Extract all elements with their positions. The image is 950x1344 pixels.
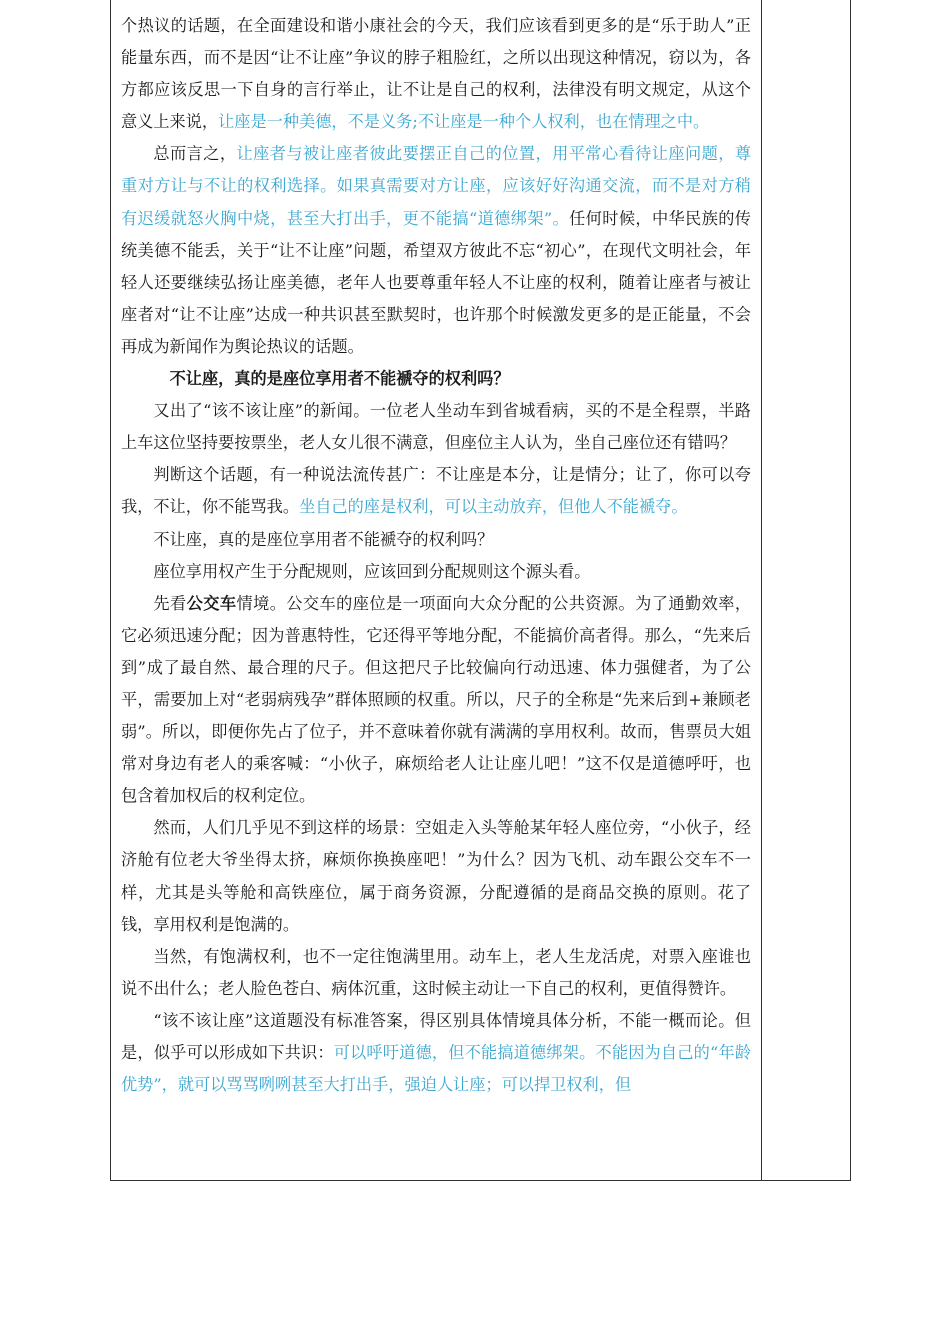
paragraph [121,588,751,813]
text-run: 不让座，真的是座位享用者不能褫夺的权利吗？ [169,369,510,389]
paragraph [121,556,751,588]
text-run: 当然，有饱满权利，也不一定往饱满里用。动车上，老人生龙活虎，对票入座谁也说不出什么；老人脸色苍白、病体沉重，这时候主动让一下自己的权利，更值得赞许。 [121,946,751,998]
text-run: 判断这个话题，有一种说法流传甚广：不让座是本分，让是情分；让了，你可以夸我，不让，你不能骂我。 [121,465,751,517]
text-run: 任何时候，中华民族的传统美德不能丢，关于“让不让座”问题，希望双方彼此不忘“初心”，在现代文明社会，年轻人还要继续弘扬让座美德，老年人也要尊重年轻人不让座的权利，随着让座者与被让座者对“让不让座”达成一种共识甚至默契时，也许那个时候激发更多的是正能量，不会再成为新闻作为舆论热议的话题。 [121,208,751,356]
text-run: 先看 [153,593,187,613]
text-run: 然而，人们几乎见不到这样的场景：空姐走入头等舱某年轻人座位旁，“小伙子，经济舱有位老大爷坐得太挤，麻烦你换换座吧！”为什么？因为飞机、动车跟公交车不一样，尤其是头等舱和高铁座位，属于商务资源，分配遵循的是商品交换的原则。花了钱，享用权利是饱满的。 [121,818,751,934]
bold-text: 公交车 [186,593,237,613]
document-table [110,0,851,1181]
paragraph [121,524,751,556]
paragraph [121,459,751,523]
paragraph [121,395,751,459]
text-run: 不让座，真的是座位享用者不能褫夺的权利吗？ [153,529,494,549]
paragraph [121,941,751,1005]
section-heading [121,363,751,395]
text-run: 情境。公交车的座位是一项面向大众分配的公共资源。为了通勤效率，它必须迅速分配；因为普惠特性，它还得平等地分配，不能搞价高者得。那么，“先来后到”成了最自然、最合理的尺子。但这把尺子比较偏向行动迅速、体力强健者，为了公平，需要加上对“老弱病残孕”群体照顾的权重。所以，尺子的全称是“先来后到+兼顾老弱”。所以，即便你先占了位子，并不意味着你就有满满的享用权利。故而，售票员大姐常对身边有老人的乘客喊：“小伙子，麻烦给老人让让座儿吧！”这不仅是道德呼吁，也包含着加权后的权利定位。 [121,593,751,806]
text-run: 总而言之， [153,144,237,164]
highlighted-text: 坐自己的座是权利，可以主动放弃，但他人不能褫夺。 [299,497,688,517]
paragraph [121,812,751,940]
article-body [121,10,751,1175]
highlighted-text: 可以呼吁道德，但不能搞道德绑架。不能因为自己的“年龄优势”，就可以骂骂咧咧甚至大打出手，强迫人让座；可以捍卫权利，但 [121,1043,751,1095]
column-divider [761,0,762,1180]
paragraph [121,10,751,138]
text-run: “该不该让座”这道题没有标准答案，得区别具体情境具体分析，不能一概而论。但是，似乎可以形成如下共识： [121,1010,751,1062]
text-run: 座位享用权产生于分配规则，应该回到分配规则这个源头看。 [153,561,591,581]
paragraph [121,1005,751,1101]
text-run: 又出了“该不该让座”的新闻。一位老人坐动车到省城看病，买的不是全程票，半路上车这位坚持要按票坐，老人女儿很不满意，但座位主人认为，坐自己座位还有错吗？ [121,401,751,453]
paragraph [121,138,751,363]
highlighted-text: 让座者与被让座者彼此要摆正自己的位置，用平常心看待让座问题，尊重对方让与不让的权利选择。如果真需要对方让座，应该好好沟通交流，而不是对方稍有迟缓就怒火胸中烧，甚至大打出手，更不能搞“道德绑架”。 [121,144,751,228]
highlighted-text: 让座是一种美德，不是义务;不让座是一种个人权利，也在情理之中。 [218,112,710,132]
text-run: 个热议的话题，在全面建设和谐小康社会的今天，我们应该看到更多的是“乐于助人”正能量东西，而不是因“让不让座”争议的脖子粗脸红，之所以出现这种情况，窃以为，各方都应该反思一下自身的言行举止，让不让是自己的权利，法律没有明文规定，从这个意义上来说， [121,16,751,132]
